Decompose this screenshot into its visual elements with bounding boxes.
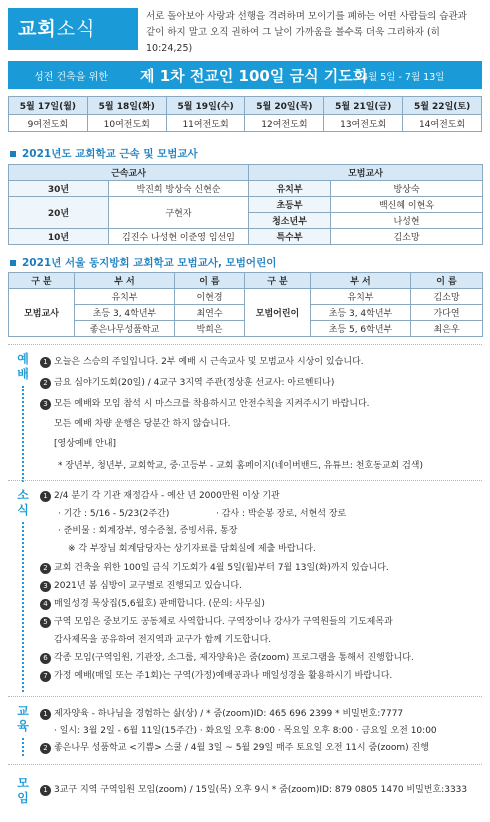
name-cell: 김소망 bbox=[411, 289, 483, 305]
model-title-text: 2021년 서울 동지방회 교회학교 모범교사, 모범어린이 bbox=[22, 257, 277, 269]
years-cell: 10년 bbox=[9, 229, 109, 245]
page-title bbox=[18, 14, 95, 41]
list-item: 6 각종 모임(구역임원, 기관장, 소그룹, 제자양육)은 줌(zoom) 프로그램을 통해서 진행합니다. bbox=[40, 652, 414, 665]
duty-title-text: 2021년도 교회학교 근속 및 모범교사 bbox=[22, 148, 198, 160]
fasting-group: 11여전도회 bbox=[166, 115, 245, 132]
table-row bbox=[9, 197, 483, 213]
banner-dates: 4월 5일 - 7월 13일 bbox=[362, 72, 445, 83]
list-item: 3 2021년 봄 심방이 교구별로 진행되고 있습니다. bbox=[40, 580, 242, 593]
column-header: 구 분 bbox=[9, 273, 75, 289]
worship-item-text: 금요 심야기도회(20일) / 4교구 3지역 주관(정상훈 선교사: 아르헨티나) bbox=[54, 378, 335, 388]
table-row bbox=[9, 229, 483, 245]
divider bbox=[8, 480, 482, 481]
fasting-day: 5월 19일(수) bbox=[166, 97, 245, 115]
table-row bbox=[9, 289, 483, 305]
fasting-schedule-table bbox=[8, 96, 482, 132]
column-header: 부 서 bbox=[75, 273, 175, 289]
news-sub: · 준비물 : 회계장부, 영수증철, 증빙서류, 통장 bbox=[58, 526, 238, 536]
fasting-day: 5월 21일(금) bbox=[324, 97, 403, 115]
news-item-text: 가정 예배(매일 또는 주1회)는 구역(가정)예배공과나 매일성경을 활용하시기 바랍니다. bbox=[54, 671, 393, 681]
teacher-cell: 백신혜 이현옥 bbox=[331, 197, 483, 213]
education-item-text: 좋은나무 성품학교 <기쁨> 스쿨 / 4월 3일 ~ 5월 29일 매주 토요일 오전 11시 줌(zoom) 진행 bbox=[54, 743, 429, 753]
list-item: 2 좋은나무 성품학교 <기쁨> 스쿨 / 4월 3일 ~ 5월 29일 매주 토요일 오전 11시 줌(zoom) 진행 bbox=[40, 742, 429, 755]
fasting-group: 12여전도회 bbox=[245, 115, 324, 132]
column-header: 이 름 bbox=[175, 273, 245, 289]
dept-cell: 유치부 bbox=[75, 289, 175, 305]
education-label: 교 육 bbox=[17, 704, 29, 733]
name-cell: 박희은 bbox=[175, 321, 245, 337]
list-item: 7 가정 예배(매일 또는 주1회)는 구역(가정)예배공과나 매일성경을 활용하시기 바랍니다. bbox=[40, 670, 392, 683]
worship-side-bar bbox=[22, 386, 24, 482]
dept-cell: 초등 3, 4학년부 bbox=[311, 305, 411, 321]
list-item: 2 교회 건축을 위한 100일 금식 기도회가 4월 5일(월)부터 7월 13일(화)까지 있습니다. bbox=[40, 562, 389, 575]
verse-line-1: 서로 돌아보아 사랑과 선행을 격려하며 모이기를 폐하는 어떤 사람들의 습관과 bbox=[146, 11, 467, 22]
name-cell: 가다연 bbox=[411, 305, 483, 321]
banner-title: 제 1차 전교인 100일 금식 기도회 bbox=[140, 67, 368, 85]
news-sub: ※ 각 부장님 회계담당자는 상기자료를 담회실에 제출 바랍니다. bbox=[68, 544, 316, 554]
dept-cell: 특수부 bbox=[249, 229, 331, 245]
fasting-day: 5월 20일(목) bbox=[245, 97, 324, 115]
column-header: 구 분 bbox=[245, 273, 311, 289]
news-sub: · 감사 : 박순봉 장로, 서현석 장로 bbox=[216, 509, 347, 519]
divider bbox=[8, 764, 482, 765]
header-verse bbox=[146, 9, 482, 57]
names-cell: 김진수 나성현 이준영 임선임 bbox=[109, 229, 249, 245]
worship-cont: [영상예배 안내] bbox=[54, 439, 117, 449]
dept-cell: 유치부 bbox=[311, 289, 411, 305]
news-item-text: 교회 건축을 위한 100일 금식 기도회가 4월 5일(월)부터 7월 13일(화)까지 있습니다. bbox=[54, 563, 389, 573]
teacher-cell: 방상숙 bbox=[331, 181, 483, 197]
dept-cell: 초등부 bbox=[249, 197, 331, 213]
names-cell: 박진희 방상숙 신현순 bbox=[109, 181, 249, 197]
news-side-bar bbox=[22, 522, 24, 692]
worship-cont: 모든 예배 차량 운행은 당분간 하지 않습니다. bbox=[54, 419, 231, 429]
teacher-cell: 김소망 bbox=[331, 229, 483, 245]
dept-cell: 유치부 bbox=[249, 181, 331, 197]
list-item: 1 3교구 지역 구역임원 모임(zoom) / 15일(목) 오후 9시 * 줌(zoom)ID: 879 0805 1470 비밀번호:3333 bbox=[40, 784, 467, 797]
duty-section-title bbox=[10, 146, 198, 161]
fasting-banner bbox=[8, 61, 482, 89]
dept-cell: 초등 3, 4학년부 bbox=[75, 305, 175, 321]
dept-cell: 초등 5, 6학년부 bbox=[311, 321, 411, 337]
model-child-label: 모범어린이 bbox=[245, 289, 311, 337]
bullet-square-icon bbox=[10, 151, 16, 157]
duty-teachers-table bbox=[8, 164, 483, 245]
fasting-days-row bbox=[9, 97, 482, 115]
column-header: 이 름 bbox=[411, 273, 483, 289]
fasting-day: 5월 17일(월) bbox=[9, 97, 88, 115]
verse-line-2: 같이 하지 말고 오직 권하여 그 날이 가까움을 볼수록 더욱 그리하자 (히10:24,25) bbox=[146, 27, 440, 54]
model-teacher-label: 모범교사 bbox=[9, 289, 75, 337]
table-row bbox=[9, 181, 483, 197]
column-header: 부 서 bbox=[311, 273, 411, 289]
years-cell: 20년 bbox=[9, 197, 109, 229]
list-item: 1 오늘은 스승의 주일입니다. 2부 예배 시 근속교사 및 모범교사 시상이 있습니다. bbox=[40, 356, 364, 369]
dept-cell: 청소년부 bbox=[249, 213, 331, 229]
news-item-text: 2021년 봄 심방이 교구별로 진행되고 있습니다. bbox=[54, 581, 242, 591]
fasting-group: 10여전도회 bbox=[87, 115, 166, 132]
list-item: 1 제자양육 - 하나님을 경험하는 삶(상) / * 줌(zoom)ID: 465 696 2399 * 비밀번호:7777 bbox=[40, 708, 403, 721]
worship-item-text: 오늘은 스승의 주일입니다. 2부 예배 시 근속교사 및 모범교사 시상이 있습니다. bbox=[54, 357, 364, 367]
divider bbox=[8, 696, 482, 697]
education-item-text: 제자양육 - 하나님을 경험하는 삶(상) / * 줌(zoom)ID: 465 696 2399 * 비밀번호:7777 bbox=[54, 709, 404, 719]
list-item: 3 모든 예배와 모임 참석 시 마스크를 착용하시고 안전수칙을 지켜주시기 바랍니다. bbox=[40, 398, 370, 411]
news-sub: 감사제목을 공유하여 전지역과 교구가 함께 기도합니다. bbox=[54, 635, 272, 645]
worship-item-text: 모든 예배와 모임 참석 시 마스크를 착용하시고 안전수칙을 지켜주시기 바랍니다. bbox=[54, 399, 370, 409]
fasting-groups-row bbox=[9, 115, 482, 132]
years-cell: 30년 bbox=[9, 181, 109, 197]
fasting-day: 5월 22일(토) bbox=[403, 97, 482, 115]
education-sub: · 일시: 3월 2일 - 6월 11일(15주간) · 화요일 오후 8:00 · 목요일 오후 8:00 · 금요일 오전 10:00 bbox=[54, 726, 437, 736]
education-side-bar bbox=[22, 738, 24, 756]
name-cell: 최연수 bbox=[175, 305, 245, 321]
list-item: 4 매일성경 묵상집(5,6월호) 판매합니다. (문의: 사무실) bbox=[40, 598, 265, 611]
list-item: 2 금요 심야기도회(20일) / 4교구 3지역 주관(정상훈 선교사: 아르헨티나) bbox=[40, 377, 334, 390]
names-cell: 구현자 bbox=[109, 197, 249, 229]
list-item: 1 2/4 분기 각 기관 재정감사 - 예산 년 2000만원 이상 기관 bbox=[40, 490, 280, 503]
model-teacher-header: 모범교사 bbox=[249, 165, 483, 181]
name-cell: 이현경 bbox=[175, 289, 245, 305]
title-thin: 소식 bbox=[56, 18, 96, 40]
meeting-label: 모 임 bbox=[17, 776, 29, 805]
fasting-group: 9여전도회 bbox=[9, 115, 88, 132]
fasting-group: 14여전도회 bbox=[403, 115, 482, 132]
teacher-cell: 나성현 bbox=[331, 213, 483, 229]
list-item: 5 구역 모임은 중보기도 공동체로 사역합니다. 구역장이나 강사가 구역원들의 기도제목과 bbox=[40, 616, 393, 629]
fasting-day: 5월 18일(화) bbox=[87, 97, 166, 115]
news-item-text: 매일성경 묵상집(5,6월호) 판매합니다. (문의: 사무실) bbox=[54, 599, 265, 609]
worship-label: 예 배 bbox=[17, 352, 29, 381]
dept-cell: 좋은나무성품학교 bbox=[75, 321, 175, 337]
worship-cont: * 장년부, 청년부, 교회학교, 중·고등부 - 교회 홈페이지(네이버밴드, 유튜브: 천호동교회 검색) bbox=[58, 461, 424, 471]
bullet-square-icon bbox=[10, 260, 16, 266]
name-cell: 최은우 bbox=[411, 321, 483, 337]
meeting-item-text: 3교구 지역 구역임원 모임(zoom) / 15일(목) 오후 9시 * 줌(zoom)ID: 879 0805 1470 비밀번호:3333 bbox=[54, 785, 468, 795]
divider bbox=[8, 344, 482, 345]
news-item-text: 2/4 분기 각 기관 재정감사 - 예산 년 2000만원 이상 기관 bbox=[54, 491, 280, 501]
long-service-header: 근속교사 bbox=[9, 165, 249, 181]
news-item-text: 구역 모임은 중보기도 공동체로 사역합니다. 구역장이나 강사가 구역원들의 기도제목과 bbox=[54, 617, 393, 627]
model-section-title bbox=[10, 255, 276, 270]
news-sub: · 기간 : 5/16 - 5/23(2주간) bbox=[58, 509, 170, 519]
fasting-group: 13여전도회 bbox=[324, 115, 403, 132]
banner-subtitle: 성전 건축을 위한 bbox=[34, 72, 108, 83]
model-teachers-table bbox=[8, 272, 483, 337]
news-label: 소 식 bbox=[17, 488, 29, 517]
title-bold: 교회 bbox=[18, 18, 57, 40]
news-item-text: 각종 모임(구역임원, 기관장, 소그룹, 제자양육)은 줌(zoom) 프로그램을 통해서 진행합니다. bbox=[54, 653, 414, 663]
